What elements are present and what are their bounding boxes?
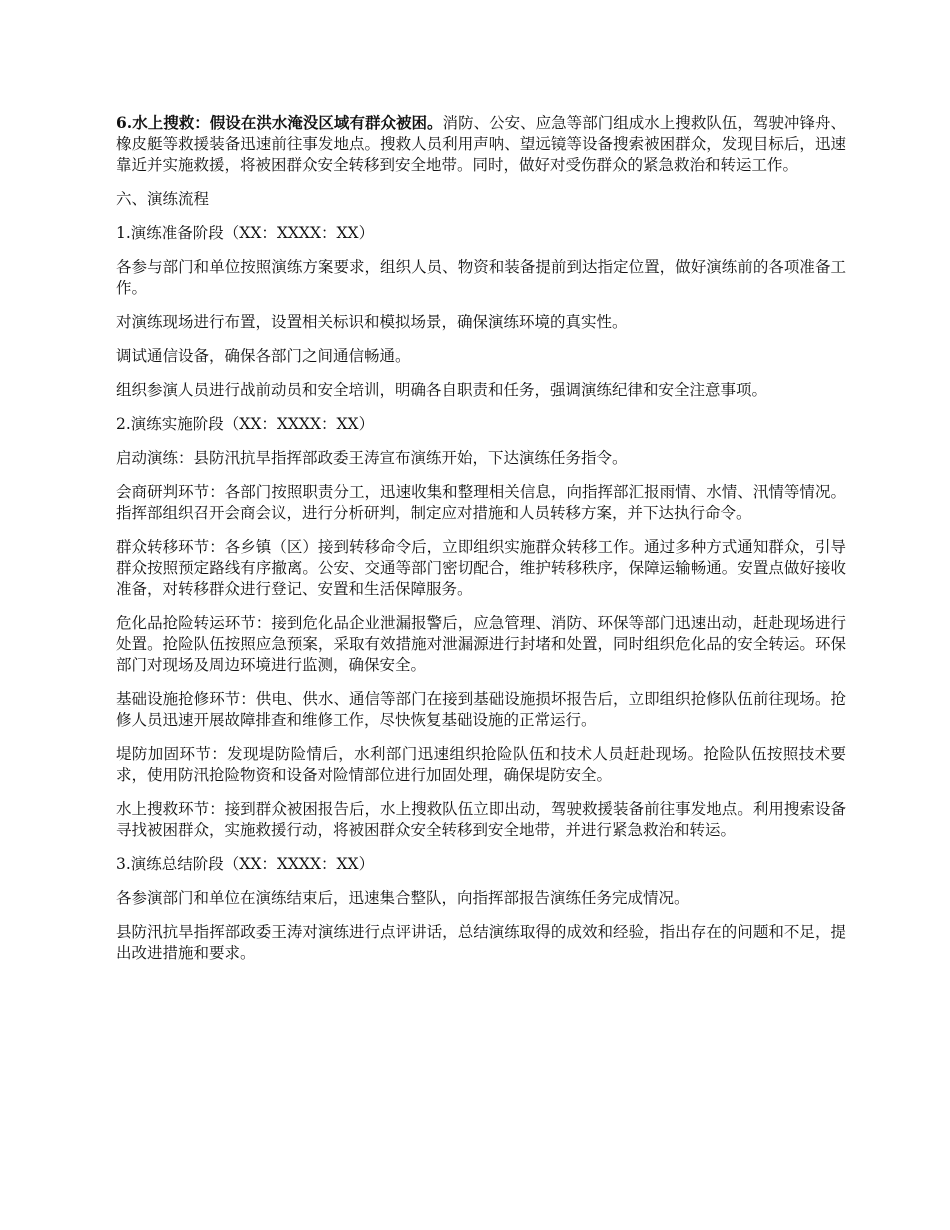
document-body [116,112,846,977]
stage1-paragraph: 调试通信设备，确保各部门之间通信畅通。 [116,347,411,365]
stage2-paragraph: 群众转移环节：各乡镇（区）接到转移命令后，立即组织实施群众转移工作。通过多种方式通知群众，引导群众按照预定路线有序撤离。公安、交通等部门密切配合，维护转移秩序，保障运输畅通。安置点做好接收准备，对转移群众进行登记、安置和生活保障服务。 [116,538,846,598]
intro-bold-lead: 6.水上搜救：假设在洪水淹没区域有群众被困。 [116,113,443,132]
stage1-heading: 1.演练准备阶段（XX：XXXX：XX） [116,224,375,242]
stage1-paragraph: 对演练现场进行布置，设置相关标识和模拟场景，确保演练环境的真实性。 [116,313,628,331]
stage2-heading: 2.演练实施阶段（XX：XXXX：XX） [116,415,375,433]
intro-text: 消防、公安、应急等部门组成水上搜救队伍，驾驶冲锋舟、橡皮艇等救援装备迅速前往事发地点。搜救人员利用声呐、望远镜等设备搜索被困群众，发现目标后，迅速靠近并实施救援，将被困群众安全转移到安全地带。同时，做好对受伤群众的紧急救治和转运工作。 [116,114,846,174]
stage2-paragraph: 会商研判环节：各部门按照职责分工，迅速收集和整理相关信息，向指挥部汇报雨情、水情、汛情等情况。指挥部组织召开会商会议，进行分析研判，制定应对措施和人员转移方案，并下达执行命令。 [116,483,846,522]
intro-paragraph [116,112,846,176]
stage3-heading: 3.演练总结阶段（XX：XXXX：XX） [116,855,375,873]
stage2-paragraph: 堤防加固环节：发现堤防险情后，水利部门迅速组织抢险队伍和技术人员赶赴现场。抢险队伍按照技术要求，使用防汛抢险物资和设备对险情部位进行加固处理，确保堤防安全。 [116,745,846,784]
stage3-paragraph: 各参演部门和单位在演练结束后，迅速集合整队，向指挥部报告演练任务完成情况。 [116,889,690,907]
stage1-paragraph: 各参与部门和单位按照演练方案要求，组织人员、物资和装备提前到达指定位置，做好演练前的各项准备工作。 [116,258,846,297]
stage2-paragraph: 启动演练：县防汛抗旱指挥部政委王涛宣布演练开始，下达演练任务指令。 [116,449,628,467]
stage3-paragraph: 县防汛抗旱指挥部政委王涛对演练进行点评讲话，总结演练取得的成效和经验，指出存在的问题和不足，提出改进措施和要求。 [116,923,846,962]
section-heading: 六、演练流程 [116,190,210,208]
stage2-paragraph: 基础设施抢修环节：供电、供水、通信等部门在接到基础设施损坏报告后，立即组织抢修队伍前往现场。抢修人员迅速开展故障排查和维修工作，尽快恢复基础设施的正常运行。 [116,690,846,729]
stage1-paragraph: 组织参演人员进行战前动员和安全培训，明确各自职责和任务，强调演练纪律和安全注意事项。 [116,381,768,399]
stage2-paragraph: 危化品抢险转运环节：接到危化品企业泄漏报警后，应急管理、消防、环保等部门迅速出动，赶赴现场进行处置。抢险队伍按照应急预案，采取有效措施对泄漏源进行封堵和处置，同时组织危化品的安全转运。环保部门对现场及周边环境进行监测，确保安全。 [116,614,846,674]
stage2-paragraph: 水上搜救环节：接到群众被困报告后，水上搜救队伍立即出动，驾驶救援装备前往事发地点。利用搜索设备寻找被困群众，实施救援行动，将被困群众安全转移到安全地带，并进行紧急救治和转运。 [116,800,846,839]
